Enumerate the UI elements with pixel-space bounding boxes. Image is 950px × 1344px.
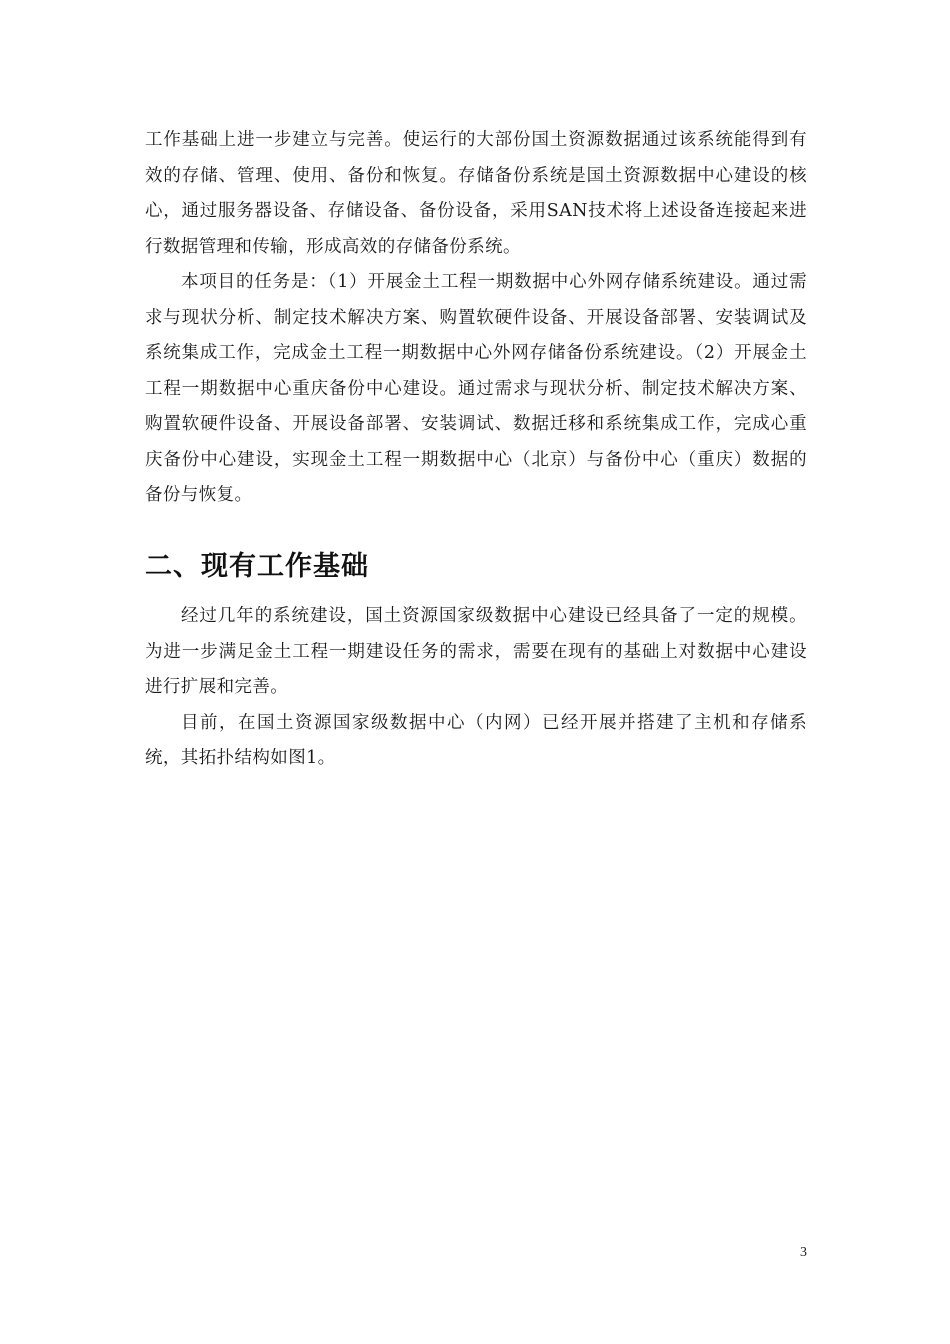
- section-heading: 二、现有工作基础: [145, 551, 369, 582]
- paragraph-current-status: 目前，在国土资源国家级数据中心（内网）已经开展并搭建了主机和存储系统，其拓扑结构如图1。: [145, 712, 807, 768]
- page-number: 3: [800, 1245, 807, 1260]
- paragraph-existing-basis: 经过几年的系统建设，国土资源国家级数据中心建设已经具备了一定的规模。为进一步满足金土工程一期建设任务的需求，需要在现有的基础上对数据中心建设进行扩展和完善。: [145, 606, 807, 697]
- section-text-block: [145, 599, 807, 777]
- intro-text-block: [145, 123, 807, 514]
- paragraph-continuation: 工作基础上进一步建立与完善。使运行的大部份国土资源数据通过该系统能得到有效的存储、管理、使用、备份和恢复。存储备份系统是国土资源数据中心建设的核心，通过服务器设备、存储设备、备份设备，采用SAN技术将上述设备连接起来进行数据管理和传输，形成高效的存储备份系统。: [145, 130, 807, 257]
- paragraph-project-tasks: 本项目的任务是：（1）开展金土工程一期数据中心外网存储系统建设。通过需求与现状分析、制定技术解决方案、购置软硬件设备、开展设备部署、安装调试及系统集成工作，完成金土工程一期数据中心外网存储备份系统建设。（2）开展金土工程一期数据中心重庆备份中心建设。通过需求与现状分析、制定技术解决方案、购置软硬件设备、开展设备部署、安装调试、数据迁移和系统集成工作，完成心重庆备份中心建设，实现金土工程一期数据中心（北京）与备份中心（重庆）数据的备份与恢复。: [145, 272, 807, 505]
